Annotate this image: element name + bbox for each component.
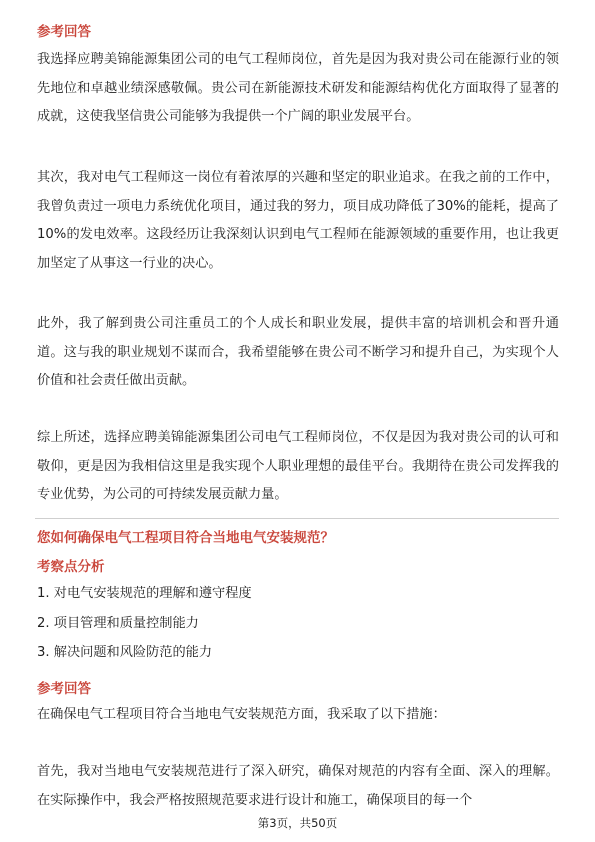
answer-paragraph-5: 首先，我对当地电气安装规范进行了深入研究，确保对规范的内容有全面、深入的理解。在实际操作中，我会严格按照规范要求进行设计和施工，确保项目的每一个 [37,764,559,808]
analysis-item-1: 1. 对电气安装规范的理解和遵守程度 [37,586,252,601]
answer-paragraph-3: 此外，我了解到贵公司注重员工的个人成长和职业发展，提供丰富的培训机会和晋升通道。这与我的职业规划不谋而合，我希望能够在贵公司不断学习和提升自己，为实现个人价值和社会责任做出贡献。 [37,316,559,388]
section-divider [35,518,559,519]
page-number: 第3页，共50页 [257,816,338,830]
answer-paragraph-4: 综上所述，选择应聘美锦能源集团公司电气工程师岗位，不仅是因为我对贵公司的认可和敬仰，更是因为我相信这里是我实现个人职业理想的最佳平台。我期待在贵公司发挥我的专业优势，为公司的可持续发展贡献力量。 [37,430,559,502]
reference-answer-heading-2: 参考回答 [37,681,91,697]
answer-paragraph-1: 我选择应聘美锦能源集团公司的电气工程师岗位，首先是因为我对贵公司在能源行业的领先地位和卓越业绩深感敬佩。贵公司在新能源技术研发和能源结构优化方面取得了显著的成就，这使我坚信贵公司能够为我提供一个广阔的职业发展平台。 [37,52,559,124]
reference-answer-heading: 参考回答 [37,24,91,40]
answer-paragraph-2: 其次，我对电气工程师这一岗位有着浓厚的兴趣和坚定的职业追求。在我之前的工作中，我曾负责过一项电力系统优化项目，通过我的努力，项目成功降低了30%的能耗，提高了10%的发电效率。这段经历让我深刻认识到电气工程师在能源领域的重要作用，也让我更加坚定了从事这一行业的决心。 [37,170,559,271]
answer-intro: 在确保电气工程项目符合当地电气安装规范方面，我采取了以下措施： [37,707,446,722]
analysis-heading: 考察点分析 [37,559,105,575]
analysis-item-2: 2. 项目管理和质量控制能力 [37,616,199,631]
analysis-item-3: 3. 解决问题和风险防范的能力 [37,645,213,660]
question-heading: 您如何确保电气工程项目符合当地电气安装规范？ [37,530,334,546]
